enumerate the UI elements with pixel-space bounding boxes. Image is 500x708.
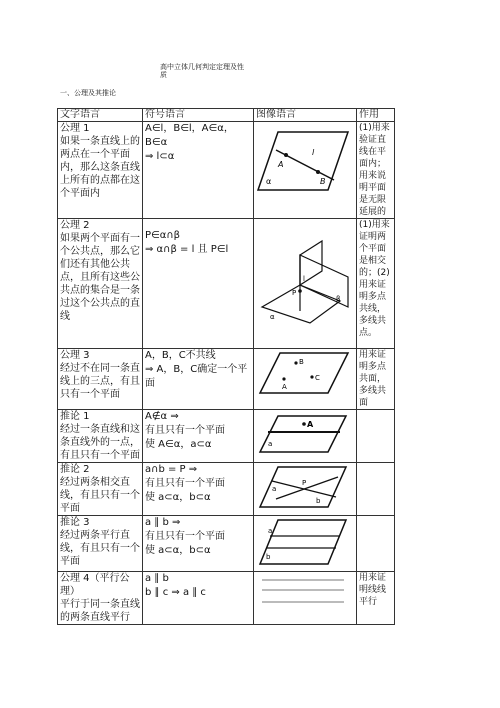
text-cell — [58, 349, 143, 410]
symbol-cell — [143, 410, 254, 463]
symbol-line: a ∥ b ⇒ — [145, 517, 181, 528]
theorem-name: 公理 1 — [60, 123, 90, 134]
theorem-name: 推论 3 — [60, 517, 90, 528]
label-l: l — [312, 148, 315, 157]
point-c — [310, 375, 313, 378]
symbol-line: ⇒ A，B，C确定一个平面 — [145, 364, 248, 389]
purpose-cell — [357, 572, 395, 625]
label-b: B — [299, 358, 304, 366]
theorem-name: 推论 1 — [60, 411, 90, 422]
figure-cell — [254, 122, 357, 219]
symbol-line: 有且只有一个平面 — [145, 425, 225, 436]
symbol-line: 使 a⊂α，b⊂α — [145, 492, 211, 503]
label-p: P — [292, 289, 297, 297]
theorem-name: 公理 2 — [60, 220, 90, 231]
text-cell — [58, 572, 143, 625]
purpose-cell — [357, 219, 395, 349]
symbol-line: b ∥ c ⇒ a ∥ c — [145, 587, 206, 598]
symbol-line: 有且只有一个平面 — [145, 531, 225, 542]
label-a-line: a — [268, 440, 273, 448]
symbol-cell — [143, 463, 254, 516]
plane — [260, 520, 346, 564]
label-a: a — [272, 485, 277, 493]
symbol-line: A∉α ⇒ — [145, 411, 179, 422]
figure-cell — [254, 572, 357, 625]
symbol-cell — [143, 219, 254, 349]
label-b: b — [316, 497, 321, 505]
figure-cell — [254, 349, 357, 410]
label-p: P — [302, 479, 307, 487]
page-title: 高中立体几何判定定理及性质 — [160, 63, 244, 79]
text-cell — [58, 410, 143, 463]
label-alpha: α — [266, 177, 272, 186]
table-header-row — [58, 109, 395, 122]
label-alpha: α — [270, 313, 275, 321]
label-b: b — [266, 553, 271, 561]
label-beta: β — [336, 295, 341, 303]
label-a: A — [278, 160, 284, 169]
plane — [260, 353, 348, 393]
header-figure-language: 图像语言 — [254, 109, 357, 122]
symbol-line: 有且只有一个平面 — [145, 478, 225, 489]
theorem-statement: 平行于同一条直线的两条直线平行 — [60, 599, 140, 623]
symbol-line: A，B，C不共线 — [145, 350, 216, 361]
symbol-line: A∈l，B∈l，A∈α，B∈α — [145, 123, 234, 148]
table-row — [58, 219, 395, 349]
purpose-text: 用来证明多点共面，多线共面 — [359, 350, 387, 408]
label-a: A — [282, 383, 287, 391]
two-planes-figure — [256, 219, 350, 339]
table-row — [58, 572, 395, 625]
purpose-cell — [357, 516, 395, 572]
theorem-statement: 经过不在同一条直线上的三点，有且只有一个平面 — [60, 363, 140, 400]
line-point-figure — [256, 410, 350, 458]
symbol-line: a ∥ b — [145, 573, 169, 584]
text-cell — [58, 122, 143, 219]
theorem-name: 公理 4（平行公理） — [60, 573, 130, 597]
table-row — [58, 122, 395, 219]
label-c: C — [315, 374, 320, 382]
theorem-statement: 经过两条相交直线，有且只有一个平面 — [60, 477, 140, 514]
symbol-cell — [143, 349, 254, 410]
text-cell — [58, 516, 143, 572]
label-a-point: A — [307, 420, 314, 429]
purpose-text: (1)用来验证直线在平面内；用来说明平面是无限延展的 — [359, 123, 390, 217]
symbol-cell — [143, 516, 254, 572]
purpose-cell — [357, 463, 395, 516]
purpose-text: 用来证明线线平行 — [359, 573, 387, 607]
symbol-cell — [143, 572, 254, 625]
label-a: a — [268, 527, 273, 535]
header-text-language: 文字语言 — [58, 109, 143, 122]
theorem-name: 公理 3 — [60, 350, 90, 361]
theorem-statement: 如果两个平面有一个公共点，那么它们还有其他公共点，且所有这些公共点的集合是一条过这个公共点的直线 — [60, 233, 140, 322]
label-b: B — [320, 177, 326, 186]
symbol-cell — [143, 122, 254, 219]
theorem-statement: 经过两条平行直线，有且只有一个平面 — [60, 530, 140, 567]
purpose-cell — [357, 122, 395, 219]
point-b — [316, 170, 320, 174]
line-in-plane-figure — [256, 122, 350, 202]
table-row — [58, 516, 395, 572]
plane-alpha — [258, 132, 348, 190]
purpose-cell — [357, 410, 395, 463]
purpose-cell — [357, 349, 395, 410]
intersecting-lines-figure — [256, 463, 350, 511]
figure-cell — [254, 463, 357, 516]
symbol-line: ⇒ l⊂α — [145, 151, 175, 162]
point-a — [302, 422, 306, 426]
figure-cell — [254, 516, 357, 572]
parallel-lines-figure — [256, 516, 350, 568]
symbol-line: a∩b = P ⇒ — [145, 464, 198, 475]
theorem-table — [57, 108, 395, 625]
header-symbol-language: 符号语言 — [143, 109, 254, 122]
symbol-line: 使 A∈α，a⊂α — [145, 439, 212, 450]
figure-cell — [254, 410, 357, 463]
three-parallel-figure — [256, 572, 350, 612]
section-heading: 一、公理及其推论 — [60, 89, 116, 97]
theorem-statement: 如果一条直线上的两点在一个平面内，那么这条直线上所有的点都在这个平面内 — [60, 136, 140, 199]
label-l: l — [303, 275, 305, 283]
symbol-line: ⇒ α∩β = l 且 P∈l — [145, 244, 229, 255]
symbol-line: 使 a⊂α，b⊂α — [145, 545, 211, 556]
text-cell — [58, 463, 143, 516]
plane — [260, 416, 346, 452]
table-row — [58, 410, 395, 463]
point-a — [282, 377, 285, 380]
figure-cell — [254, 219, 357, 349]
symbol-line: P∈α∩β — [145, 230, 181, 241]
table-row — [58, 349, 395, 410]
theorem-name: 推论 2 — [60, 464, 90, 475]
three-points-figure — [256, 349, 350, 397]
point-p — [298, 289, 302, 293]
point-b — [294, 361, 297, 364]
header-purpose: 作用 — [357, 109, 395, 122]
purpose-text: (1)用来证明两个平面是相交的；(2)用来证明多点共线，多线共点。 — [359, 220, 390, 338]
theorem-statement: 经过一条直线和这条直线外的一点，有且只有一个平面 — [60, 424, 140, 461]
text-cell — [58, 219, 143, 349]
table-row — [58, 463, 395, 516]
point-a — [284, 153, 288, 157]
